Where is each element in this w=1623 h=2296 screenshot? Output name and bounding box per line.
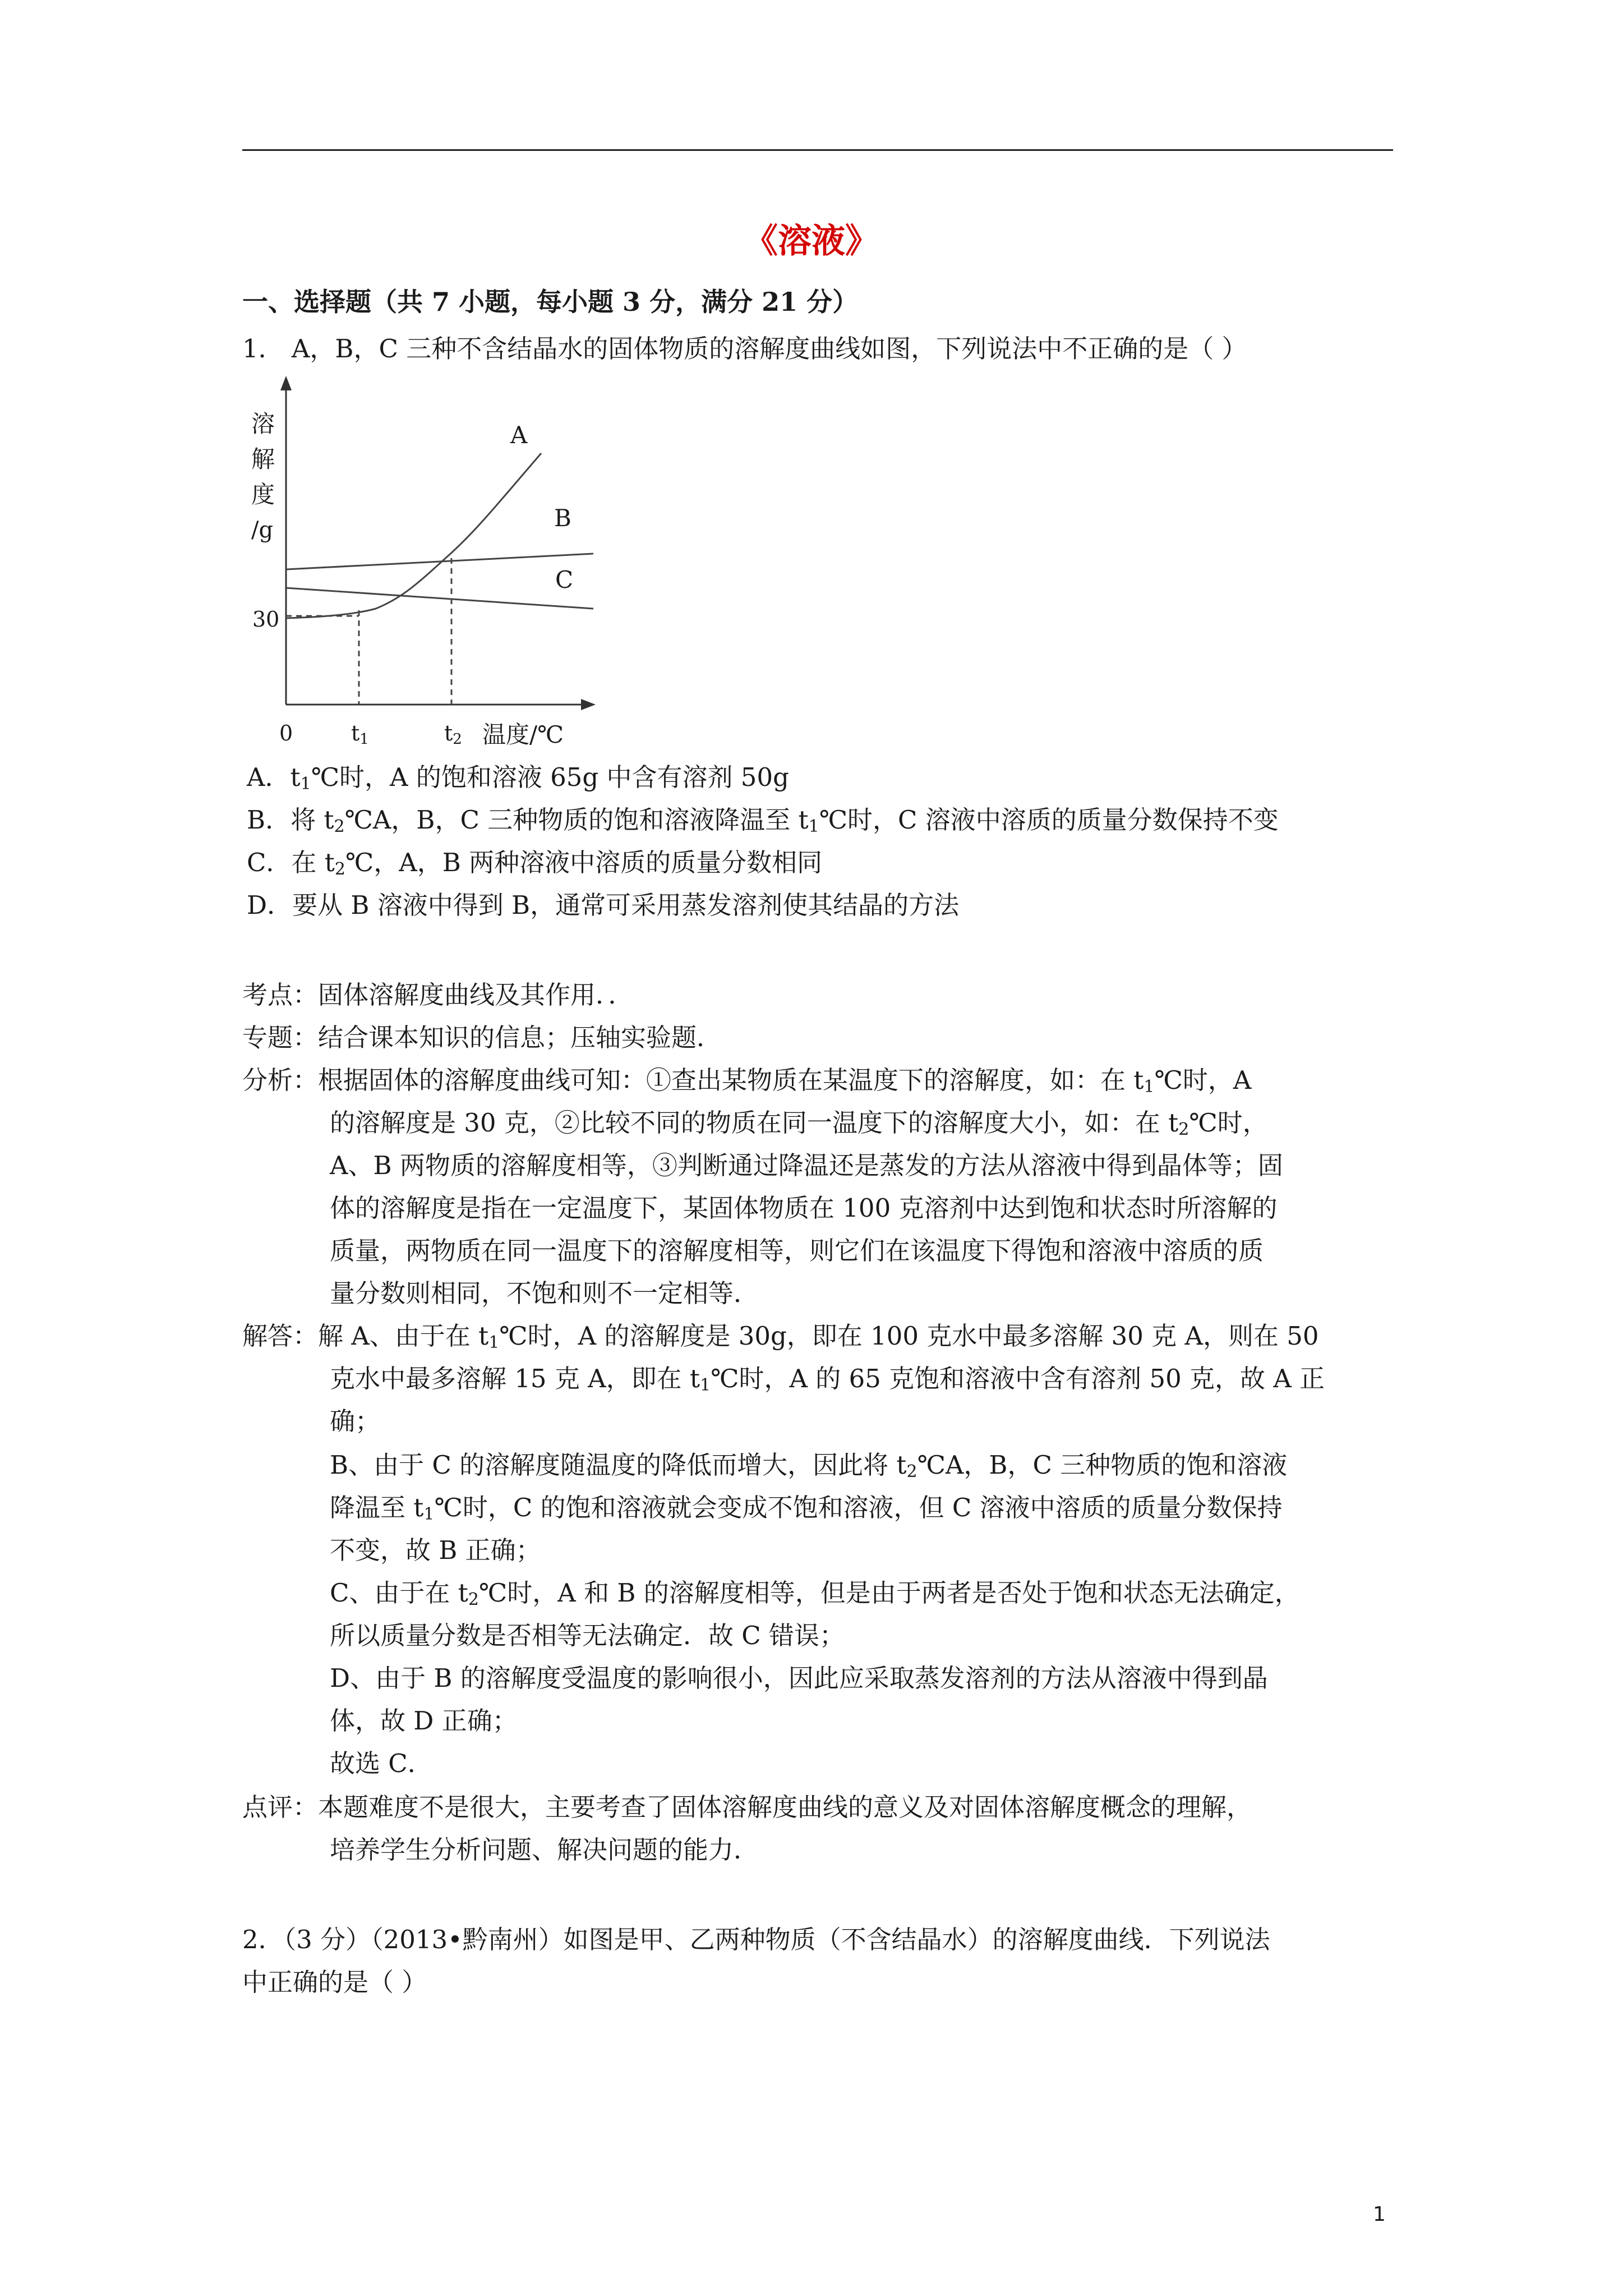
jieda-line-1: 解答：解 A、由于在 $t_1℃$时，A 的溶解度是 30g，即在 100 克水中最多溶解 30 克 A，则在 50	[242, 1321, 1319, 1352]
y-label-char-3: 度	[251, 481, 275, 508]
curve-label-b: B	[554, 504, 571, 532]
option-a: A．$t_1℃$时，A 的饱和溶液 65g 中含有溶剂 50g	[247, 762, 789, 794]
curve-a	[286, 453, 541, 618]
page-number: 1	[1373, 2203, 1386, 2226]
fenxi-line-1: 分析：根据固体的溶解度曲线可知：①查出某物质在某温度下的溶解度，如：在 $t_1℃$时，A	[242, 1065, 1252, 1097]
x-axis-arrow	[581, 699, 596, 710]
curve-c	[286, 588, 593, 609]
y-label-char-1: 溶	[251, 410, 275, 438]
kaodian: 考点：固体溶解度曲线及其作用．．	[242, 980, 634, 1010]
question-2-line-2: 中正确的是（ ）	[242, 1967, 427, 1997]
jieda-line-5: 降温至 $t_1℃$时，C 的饱和溶液就会变成不饱和溶液，但 C 溶液中溶质的质量分数保持	[330, 1493, 1283, 1524]
curve-label-c: C	[555, 566, 574, 593]
jieda-line-11: 故选 C．	[330, 1749, 433, 1778]
dianping-line-1: 点评：本题难度不是很大，主要考查了固体溶解度曲线的意义及对固体溶解度概念的理解，	[242, 1792, 1252, 1822]
option-b: B．将 $t_2℃A$，B，C 三种物质的饱和溶液降温至 $t_1℃$时，C 溶液中溶质的质量分数保持不变	[247, 805, 1279, 836]
curve-label-a: A	[510, 421, 528, 449]
jieda-line-7: C、由于在 $t_2℃$时，A 和 B 的溶解度相等，但是由于两者是否处于饱和状态无法确定，	[330, 1578, 1300, 1609]
solubility-curve-figure	[241, 370, 623, 752]
fenxi-line-5: 质量，两物质在同一温度下的溶解度相等，则它们在该温度下得饱和溶液中溶质的质	[330, 1236, 1264, 1266]
fenxi-line-4: 体的溶解度是指在一定温度下，某固体物质在 100 克溶剂中达到饱和状态时所溶解的	[330, 1193, 1278, 1223]
jieda-line-3: 确；	[330, 1406, 381, 1436]
page-title: 《溶液》	[744, 222, 879, 261]
jieda-line-8: 所以质量分数是否相等无法确定．故 C 错误；	[330, 1621, 845, 1650]
fenxi-line-2: 的溶解度是 30 克，②比较不同的物质在同一温度下的溶解度大小，如：在 $t_2℃$时，	[330, 1108, 1268, 1139]
jieda-line-2: 克水中最多溶解 15 克 A，即在 $t_1℃$时，A 的 65 克饱和溶液中含有溶剂 50 克，故 A 正	[330, 1364, 1325, 1395]
jieda-line-10: 体，故 D 正确；	[330, 1706, 518, 1736]
y-axis-arrow	[280, 376, 292, 390]
section-heading: 一、选择题（共 7 小题，每小题 3 分，满分 21 分）	[242, 287, 859, 317]
fenxi-line-6: 量分数则相同，不饱和则不一定相等．	[330, 1278, 759, 1308]
zhuanti: 专题：结合课本知识的信息；压轴实验题．	[242, 1023, 722, 1052]
jieda-line-9: D、由于 B 的溶解度受温度的影响很小，因此应采取蒸发溶剂的方法从溶液中得到晶	[330, 1663, 1268, 1693]
y-label-char-2: 解	[251, 445, 275, 473]
jieda-line-4: B、由于 C 的溶解度随温度的降低而增大，因此将 $t_2℃A$，B，C 三种物质的饱和溶液	[330, 1450, 1288, 1481]
header-rule	[242, 149, 1393, 151]
y-tick-30: 30	[252, 607, 280, 632]
x-tick-t1: t1	[351, 721, 369, 748]
curve-b	[286, 554, 593, 569]
x-origin-label: 0	[279, 721, 293, 746]
jieda-line-6: 不变，故 B 正确；	[330, 1535, 541, 1565]
option-d: D．要从 B 溶液中得到 B，通常可采用蒸发溶剂使其结晶的方法	[247, 890, 960, 920]
x-axis-label: 温度/℃	[482, 721, 564, 748]
y-label-char-4: /g	[251, 517, 274, 543]
x-tick-t2: t2	[444, 721, 462, 748]
dianping-line-2: 培养学生分析问题、解决问题的能力．	[330, 1835, 759, 1865]
question-1-stem: 1． A，B，C 三种不含结晶水的固体物质的溶解度曲线如图，下列说法中不正确的是（ ）	[242, 334, 1247, 364]
option-c: C．在 $t_2℃$，A，B 两种溶液中溶质的质量分数相同	[247, 848, 823, 879]
fenxi-line-3: A、B 两物质的溶解度相等，③判断通过降温还是蒸发的方法从溶液中得到晶体等；固	[330, 1151, 1283, 1180]
question-2-line-1: 2．（3 分）（2013•黔南州）如图是甲、乙两种物质（不含结晶水）的溶解度曲线．下列说法	[242, 1925, 1270, 1954]
